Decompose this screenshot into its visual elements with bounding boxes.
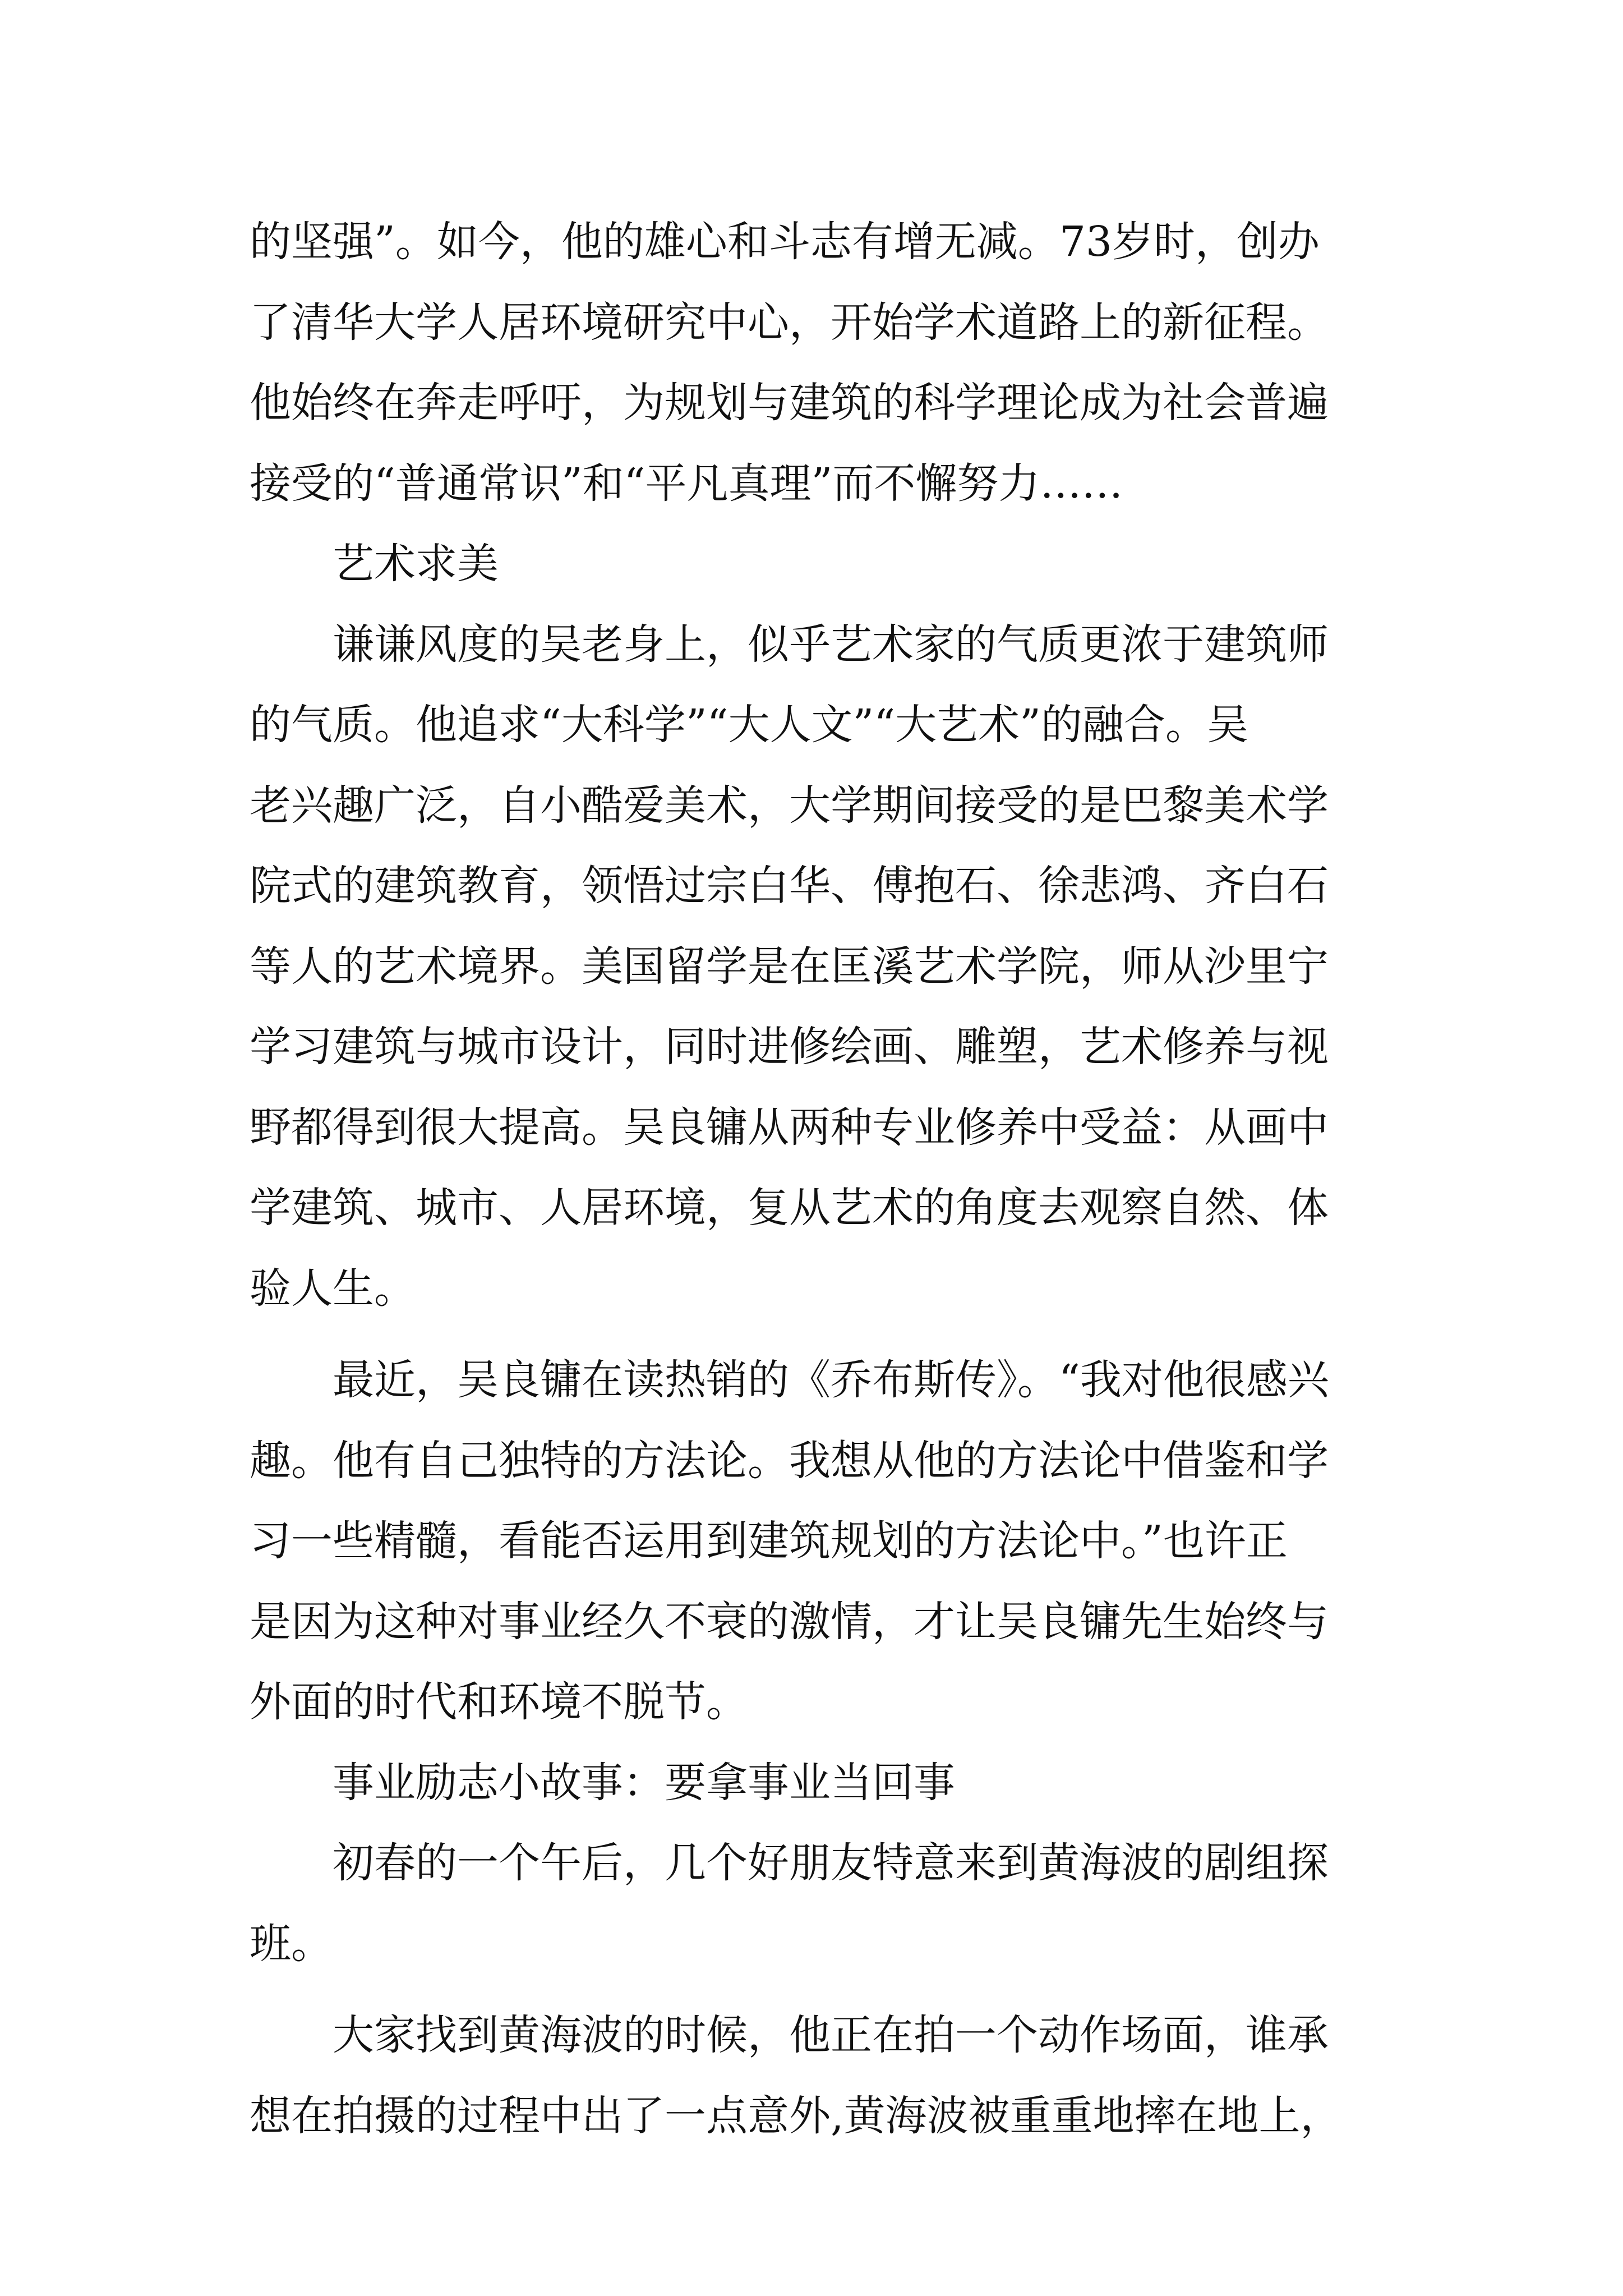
text-line: 学建筑、城市、人居环境，复从艺术的角度去观察自然、体	[250, 1184, 1329, 1232]
paragraph-start: 初春的一个午后，几个好朋友特意来到黄海波的剧组探	[333, 1839, 1329, 1887]
paragraph-start: 最近，吴良镛在读热销的《乔布斯传》。“我对他很感兴	[333, 1356, 1329, 1404]
paragraph-start: 谦谦风度的吴老身上，似乎艺术家的气质更浓于建筑师	[333, 620, 1329, 669]
text-line: 学习建筑与城市设计，同时进修绘画、雕塑，艺术修养与视	[250, 1023, 1329, 1071]
text-line: 验人生。	[250, 1264, 416, 1313]
text-line: 野都得到很大提高。吴良镛从两种专业修养中受益：从画中	[250, 1103, 1329, 1152]
text-line: 习一些精髓，看能否运用到建筑规划的方法论中。”也许正	[250, 1517, 1288, 1565]
text-line: 的坚强”。如今，他的雄心和斗志有增无减。73岁时，创办	[250, 218, 1320, 266]
text-line: 等人的艺术境界。美国留学是在匡溪艺术学院，师从沙里宁	[250, 942, 1329, 991]
text-line: 趣。他有自己独特的方法论。我想从他的方法论中借鉴和学	[250, 1436, 1329, 1485]
paragraph-start: 大家找到黄海波的时候，他正在拍一个动作场面，谁承	[333, 2011, 1329, 2059]
text-line: 老兴趣广泛，自小酷爱美术，大学期间接受的是巴黎美术学	[250, 781, 1329, 830]
text-line: 是因为这种对事业经久不衰的激情，才让吴良镛先生始终与	[250, 1597, 1329, 1646]
text-line: 他始终在奔走呼吁，为规划与建筑的科学理论成为社会普遍	[250, 379, 1329, 427]
section-heading-art: 艺术求美	[333, 540, 499, 588]
text-line: 外面的时代和环境不脱节。	[250, 1678, 748, 1726]
section-heading-story: 事业励志小故事：要拿事业当回事	[333, 1758, 955, 1807]
text-line: 班。	[250, 1919, 333, 1968]
text-line: 接受的“普通常识”和“平凡真理”而不懈努力……	[250, 459, 1123, 508]
text-line: 了清华大学人居环境研究中心，开始学术道路上的新征程。	[250, 298, 1329, 347]
text-line: 的气质。他追求“大科学”“大人文”“大艺术”的融合。吴	[250, 701, 1248, 749]
text-line: 想在拍摄的过程中出了一点意外,黄海波被重重地摔在地上，	[250, 2091, 1342, 2140]
text-line: 院式的建筑教育，领悟过宗白华、傅抱石、徐悲鸿、齐白石	[250, 862, 1329, 910]
document-body	[250, 202, 1388, 2156]
